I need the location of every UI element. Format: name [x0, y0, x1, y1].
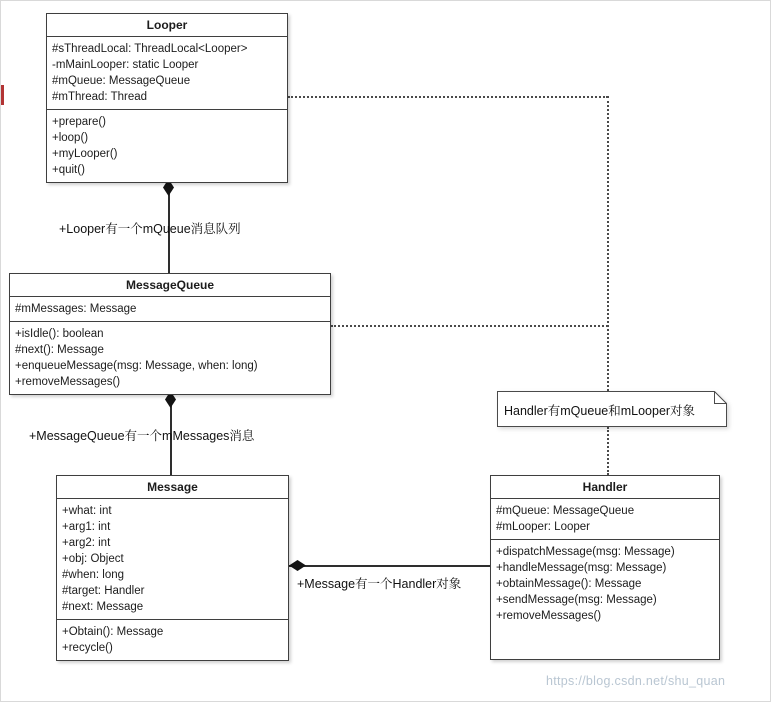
class-messagequeue	[9, 273, 331, 395]
attribute-row: #mMessages: Message	[15, 303, 137, 315]
composition-line-message-handler	[289, 565, 490, 567]
class-messagequeue-title: MessageQueue	[10, 274, 330, 297]
class-looper-title: Looper	[47, 14, 287, 37]
attribute-row: +what: int	[62, 505, 112, 517]
method-row: #next(): Message	[15, 344, 104, 356]
relation-label-queue-messages: +MessageQueue有一个mMessages消息	[29, 429, 255, 443]
method-row: +handleMessage(msg: Message)	[496, 562, 667, 574]
method-row: +isIdle(): boolean	[15, 328, 104, 340]
class-message	[56, 475, 289, 661]
method-row: +sendMessage(msg: Message)	[496, 594, 657, 606]
attribute-row: #mLooper: Looper	[496, 521, 590, 533]
attribute-row: #mQueue: MessageQueue	[496, 505, 635, 517]
class-looper-methods	[47, 109, 287, 182]
uml-note-handler	[497, 391, 727, 427]
class-message-title: Message	[57, 476, 288, 499]
class-messagequeue-methods	[10, 321, 330, 394]
attribute-row: #target: Handler	[62, 585, 145, 597]
class-looper	[46, 13, 288, 183]
class-message-methods	[57, 619, 288, 660]
method-row: +prepare()	[52, 116, 107, 128]
method-row: +recycle()	[62, 642, 113, 654]
method-row: +myLooper()	[52, 148, 118, 160]
attribute-row: +arg1: int	[62, 521, 111, 533]
attribute-row: #mQueue: MessageQueue	[52, 75, 191, 87]
attribute-row: #mThread: Thread	[52, 91, 148, 103]
method-row: +quit()	[52, 164, 85, 176]
class-messagequeue-attributes	[10, 297, 330, 321]
class-looper-attributes	[47, 37, 287, 109]
attribute-row: #when: long	[62, 569, 125, 581]
relation-label-looper-queue: +Looper有一个mQueue消息队列	[59, 222, 241, 236]
class-message-attributes	[57, 499, 288, 619]
note-anchor-line-handler	[607, 427, 609, 475]
method-row: +loop()	[52, 132, 89, 144]
class-handler-title: Handler	[491, 476, 719, 499]
class-handler-attributes	[491, 499, 719, 539]
watermark-text: https://blog.csdn.net/shu_quan	[546, 674, 726, 688]
attribute-row: +obj: Object	[62, 553, 124, 565]
method-row: +dispatchMessage(msg: Message)	[496, 546, 675, 558]
attribute-row: #sThreadLocal: ThreadLocal<Looper>	[52, 43, 248, 55]
class-handler-methods	[491, 539, 719, 628]
method-row: +obtainMessage(): Message	[496, 578, 642, 590]
attribute-row: -mMainLooper: static Looper	[52, 59, 199, 71]
left-edge-artifact	[1, 85, 4, 105]
method-row: +removeMessages()	[15, 376, 121, 388]
composition-diamond-message	[289, 560, 306, 571]
method-row: +removeMessages()	[496, 610, 602, 622]
note-anchor-line-vertical	[607, 96, 609, 391]
note-anchor-line-looper	[288, 96, 608, 98]
method-row: +Obtain(): Message	[62, 626, 164, 638]
note-anchor-line-messagequeue	[331, 325, 608, 327]
attribute-row: #next: Message	[62, 601, 144, 613]
attribute-row: +arg2: int	[62, 537, 111, 549]
class-handler	[490, 475, 720, 660]
note-text: Handler有mQueue和mLooper对象	[504, 404, 696, 418]
relation-label-message-handler: +Message有一个Handler对象	[297, 577, 462, 591]
method-row: +enqueueMessage(msg: Message, when: long)	[15, 360, 258, 372]
